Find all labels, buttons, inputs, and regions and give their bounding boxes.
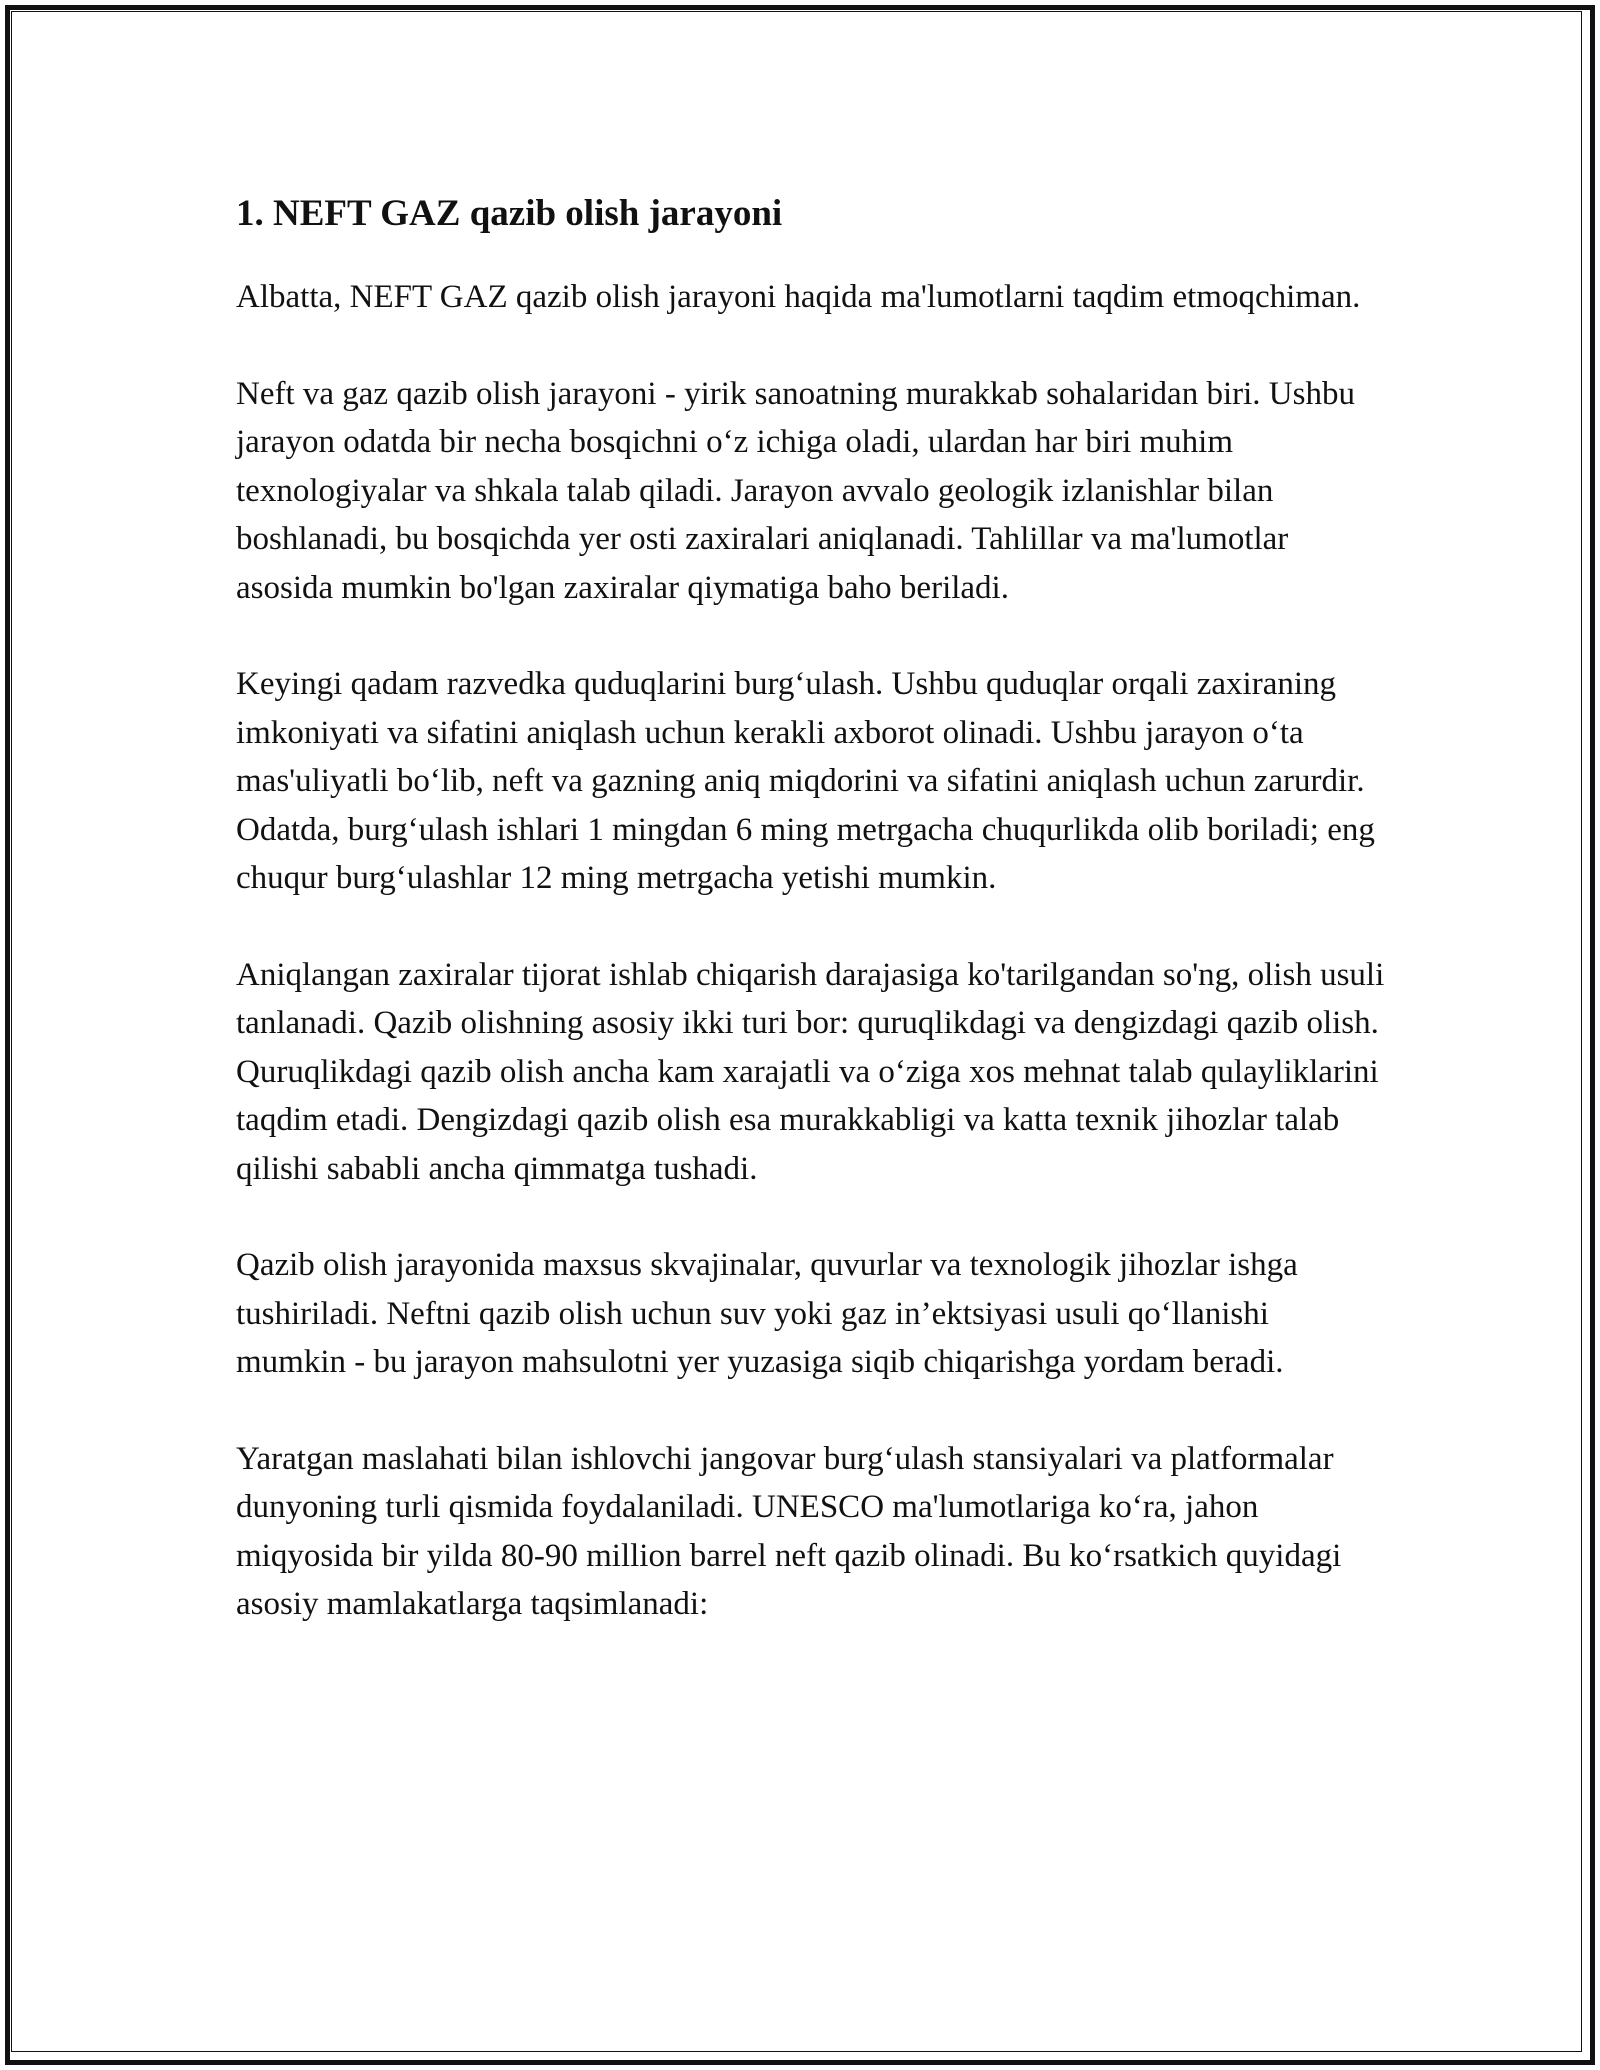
paragraph-global-production: Yaratgan maslahati bilan ishlovchi jangovar burg‘ulash stansiyalari va platformalar dunyoning turli qismida foydalaniladi. UNESCO ma'lumotlariga ko‘ra, jahon miqyosida bir yilda 80-90 million barrel neft qazib olinadi. Bu ko‘rsatkich quyidagi asosiy mamlakatlarga taqsimlanadi:	[236, 1440, 1342, 1622]
document-title: 1. NEFT GAZ qazib olish jarayoni	[236, 193, 783, 234]
paragraph-intro: Albatta, NEFT GAZ qazib olish jarayoni haqida ma'lumotlarni taqdim etmoqchiman.	[236, 279, 1361, 315]
document-content	[236, 185, 1386, 1677]
paragraph-equipment: Qazib olish jarayonida maxsus skvajinalar, quvurlar va texnologik jihozlar ishga tushiriladi. Neftni qazib olish uchun suv yoki gaz in’ektsiyasi usuli qo‘llanishi mumkin - bu jarayon mahsulotni yer yuzasiga siqib chiqarishga yordam beradi.	[236, 1247, 1298, 1380]
paragraph-drilling: Keyingi qadam razvedka quduqlarini burg‘ulash. Ushbu quduqlar orqali zaxiraning imkoniyati va sifatini aniqlash uchun kerakli axborot olinadi. Ushbu jarayon o‘ta mas'uliyatli bo‘lib, neft va gazning aniq miqdorini va sifatini aniqlash uchun zarurdir. Odatda, burg‘ulash ishlari 1 mingdan 6 ming metrgacha chuqurlikda olib boriladi; eng chuqur burg‘ulashlar 12 ming metrgacha yetishi mumkin.	[236, 666, 1375, 896]
paragraph-extraction-methods: Aniqlangan zaxiralar tijorat ishlab chiqarish darajasiga ko'tarilgandan so'ng, olish usuli tanlanadi. Qazib olishning asosiy ikki turi bor: quruqlikdagi va dengizdagi qazib olish. Quruqlikdagi qazib olish ancha kam xarajatli va o‘ziga xos mehnat talab qulayliklarini taqdim etadi. Dengizdagi qazib olish esa murakkabligi va katta texnik jihozlar talab qilishi sababli ancha qimmatga tushadi.	[236, 956, 1385, 1187]
paragraph-overview: Neft va gaz qazib olish jarayoni - yirik sanoatning murakkab sohalaridan biri. Ushbu jarayon odatda bir necha bosqichni o‘z ichiga oladi, ulardan har biri muhim texnologiyalar va shkala talab qiladi. Jarayon avvalo geologik izlanishlar bilan boshlanadi, bu bosqichda yer osti zaxiralari aniqlanadi. Tahlillar va ma'lumotlar asosida mumkin bo'lgan zaxiralar qiymatiga baho beriladi.	[236, 375, 1355, 606]
